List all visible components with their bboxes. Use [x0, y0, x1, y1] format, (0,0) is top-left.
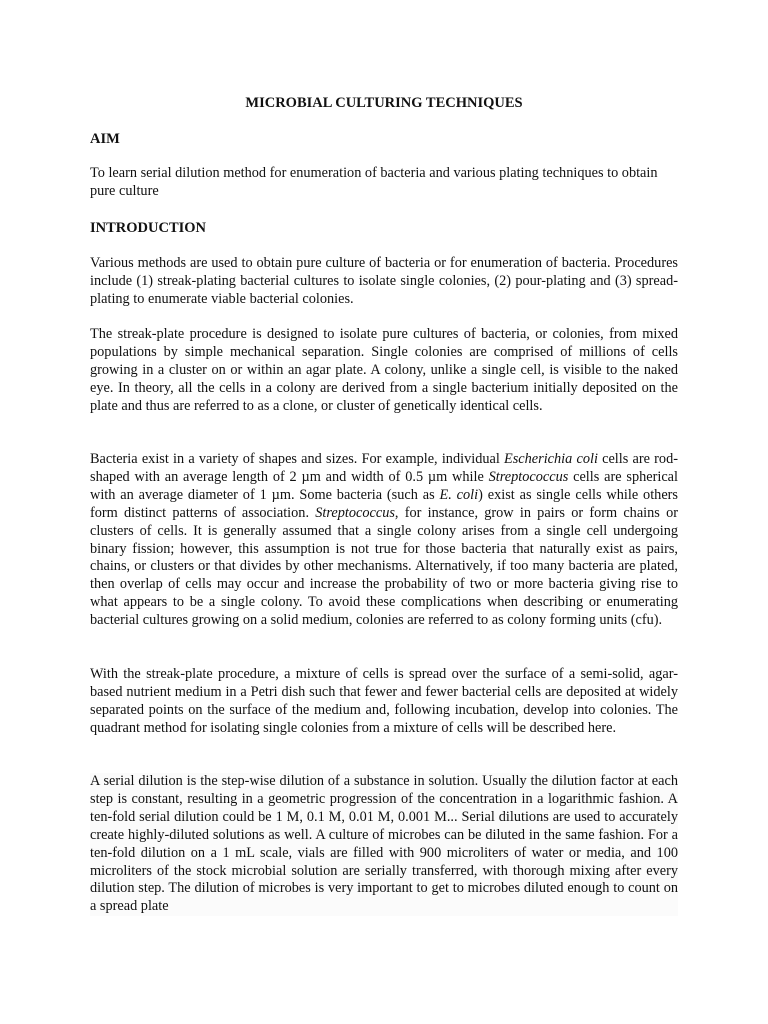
p3-text-4: ) exist as single cells while others form distinct patterns of association.	[90, 486, 678, 521]
p3-text-1: Bacteria exist in a variety of shapes and sizes. For example, individual	[90, 451, 504, 467]
p3-text-3: cells are spherical with an average diameter of 1 µm. Some bacteria (such as	[90, 468, 678, 503]
introduction-heading: INTRODUCTION	[90, 220, 207, 236]
document-title: MICROBIAL CULTURING TECHNIQUES	[245, 95, 523, 111]
bacteria-shapes-paragraph	[90, 451, 678, 630]
p3-italic-ecoli: E. coli	[439, 486, 479, 503]
aim-paragraph: To learn serial dilution method for enumeration of bacteria and various plating techniques to obtain pure culture	[90, 165, 658, 199]
p3-text-5: , for instance, grow in pairs or form chains or clusters of cells. It is generally assumed that a single colony arises from a single cell undergoing binary fission; however, this assumption is not true for those bacteria that naturally exist as pairs, chains, or clusters or that divides by other mechanisms. Alternatively, if too many bacteria are plated, then overlap of cells may occur and increase the probability of two or more bacteria giving rise to what appears to be a single colony. To avoid these complications when describing or enumerating bacterial cultures growing on a solid medium, colonies are referred to as colony forming units (cfu).	[90, 504, 678, 629]
p3-italic-streptococcus-1: Streptococcus	[488, 468, 569, 485]
p3-text-2: cells are rod-shaped with an average length of 2 µm and width of 0.5 µm while	[90, 451, 678, 485]
serial-dilution-paragraph: A serial dilution is the step-wise dilution of a substance in solution. Usually the dilution factor at each step is constant, resulting in a geometric progression of the concentration in a logarithmic fashion. A ten-fold serial dilution could be 1 M, 0.1 M, 0.01 M, 0.001 M... Serial dilutions are used to accurately create highly-diluted solutions as well. A culture of microbes can be diluted in the same fashion. For a ten-fold dilution on a 1 mL scale, vials are filled with 900 microliters of water or media, and 100 microliters of the stock microbial solution are serially transferred, with thorough mixing after every dilution step. The dilution of microbes is very important to get to microbes diluted enough to count on a spread plate	[90, 773, 678, 915]
p3-italic-escherichia: Escherichia coli	[504, 451, 598, 467]
intro-paragraph-1: Various methods are used to obtain pure culture of bacteria or for enumeration of bacteria. Procedures include (1) streak-plating bacterial cultures to isolate single colonies, (2) pour-plating and (3) spread-plating to enumerate viable bacterial colonies.	[90, 255, 678, 307]
streak-plate-paragraph: The streak-plate procedure is designed to isolate pure cultures of bacteria, or colonies, from mixed populations by simple mechanical separation. Single colonies are comprised of millions of cells growing in a cluster on or within an agar plate. A colony, unlike a single cell, is visible to the naked eye. In theory, all the cells in a colony are derived from a single bacterium initially deposited on the plate and thus are referred to as a clone, or cluster of genetically identical cells.	[90, 326, 678, 414]
streak-method-paragraph: With the streak-plate procedure, a mixture of cells is spread over the surface of a semi-solid, agar-based nutrient medium in a Petri dish such that fewer and fewer bacterial cells are deposited at widely separated points on the surface of the medium and, following incubation, develop into colonies. The quadrant method for isolating single colonies from a mixture of cells will be described here.	[90, 666, 678, 736]
p3-italic-streptococcus-2: Streptococcus	[315, 504, 395, 521]
aim-heading: AIM	[90, 131, 120, 147]
